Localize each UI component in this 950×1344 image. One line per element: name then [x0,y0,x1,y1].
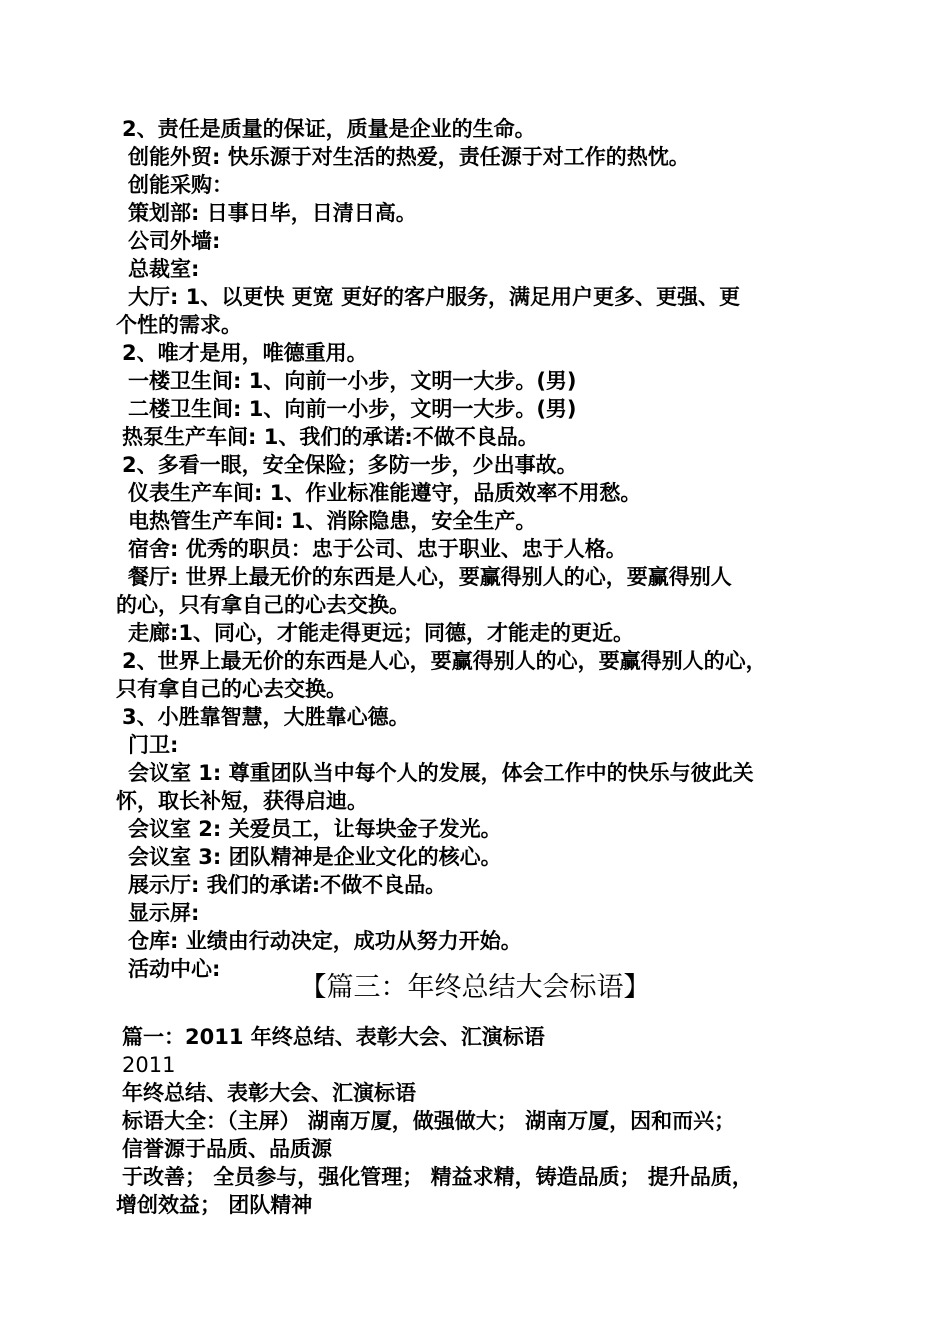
text-line: 只有拿自己的心去交换。 [116,677,347,701]
text-line: 策划部: 日事日毕，日清日高。 [128,201,417,225]
text-line: 显示屏: [128,901,200,925]
text-line: 餐厅: 世界上最无价的东西是人心，要赢得别人的心，要赢得别人 [128,565,732,589]
section-heading: 【篇三：年终总结大会标语】 [299,972,651,1003]
text-line: 电热管生产车间: 1、消除隐患，安全生产。 [128,509,537,533]
text-line: 宿舍: 优秀的职员：忠于公司、忠于职业、忠于人格。 [128,537,627,561]
text-line: 会议室 2: 关爱员工，让每块金子发光。 [128,817,502,841]
text-line: 标语大全：（主屏） 湖南万厦，做强做大； 湖南万厦，因和而兴； [122,1109,736,1133]
text-line: 个性的需求。 [116,313,242,337]
text-line: 展示厅: 我们的承诺:不做不良品。 [128,873,447,897]
text-line: 2011 [122,1053,176,1077]
text-line: 的心，只有拿自己的心去交换。 [116,593,410,617]
text-line: 热泵生产车间: 1、我们的承诺:不做不良品。 [122,425,539,449]
text-line: 增创效益； 团队精神 [116,1193,313,1217]
text-line: 2、唯才是用，唯德重用。 [122,341,368,365]
text-line: 怀，取长补短，获得启迪。 [116,789,368,813]
text-line: 于改善； 全员参与，强化管理； 精益求精，铸造品质； 提升品质， [122,1165,753,1189]
text-line: 会议室 3: 团队精神是企业文化的核心。 [128,845,502,869]
text-line: 一楼卫生间: 1、向前一小步，文明一大步。(男) [128,369,577,393]
text-line: 公司外墙: [128,229,221,253]
text-line: 仓库: 业绩由行动决定，成功从努力开始。 [128,929,522,953]
text-line: 2、多看一眼，安全保险；多防一步，少出事故。 [122,453,578,477]
text-line: 信誉源于品质、品质源 [122,1137,332,1161]
text-line: 年终总结、表彰大会、汇演标语 [122,1081,416,1105]
text-line: 二楼卫生间: 1、向前一小步，文明一大步。(男) [128,397,577,421]
text-line: 2、世界上最无价的东西是人心，要赢得别人的心，要赢得别人的心， [122,649,767,673]
text-line: 仪表生产车间: 1、作业标准能遵守，品质效率不用愁。 [128,481,642,505]
text-line: 创能采购： [128,173,233,197]
text-line: 篇一：2011 年终总结、表彰大会、汇演标语 [122,1025,545,1049]
text-line: 3、小胜靠智慧，大胜靠心德。 [122,705,410,729]
text-line: 2、责任是质量的保证，质量是企业的生命。 [122,117,536,141]
text-line: 走廊:1、同心，才能走得更远；同德，才能走的更近。 [128,621,635,645]
text-line: 总裁室: [128,257,200,281]
text-line: 创能外贸: 快乐源于对生活的热爱，责任源于对工作的热忱。 [128,145,690,169]
text-line: 活动中心: [128,957,221,981]
text-line: 会议室 1: 尊重团队当中每个人的发展，体会工作中的快乐与彼此关 [128,761,754,785]
text-line: 门卫: [128,733,179,757]
text-line: 大厅: 1、以更快 更宽 更好的客户服务，满足用户更多、更强、更 [128,285,740,309]
